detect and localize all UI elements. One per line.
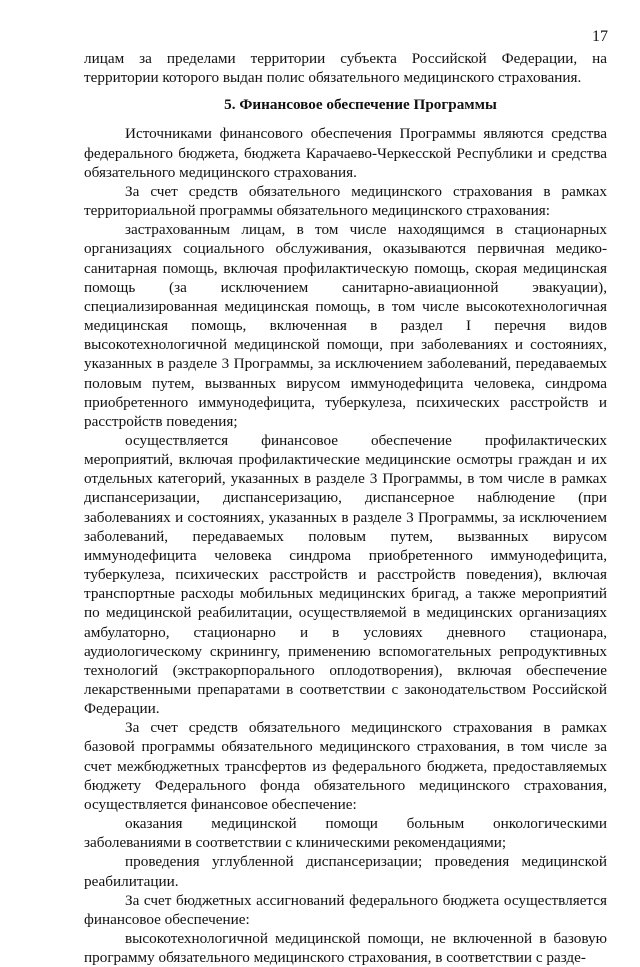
- paragraph: осуществляется финансовое обеспечение профилактических мероприятий, включая профилактические медицинские осмотры граждан и их отдельных категорий, указанных в разделе 3 Программы, в том числе в рамках диспансеризации, диспансеризацию, диспансерное наблюдение (при заболеваниях и состояниях, указанных в разделе 3 Программы, за исключением заболеваний, передаваемых половым путем, вызванных вирусом иммунодефицита человека синдрома приобретенного иммунодефицита, туберкулеза, психических расстройств и расстройств поведения), включая транспортные расходы мобильных медицинских бригад, а также мероприятий по медицинской реабилитации, осуществляемой в медицинских организациях амбулаторно, стационарно и в условиях дневного стационара, аудиологическому скринингу, применению вспомогательных репродуктивных технологий (экстракорпорального оплодотворения), включая обеспечение лекарственными препаратами в соответствии с законодательством Российской Федерации.: [84, 431, 607, 718]
- paragraph-continuation: лицам за пределами территории субъекта Российской Федерации, на территории которого выдан полис обязательного медицинского страхования.: [84, 50, 607, 87]
- paragraph: Источниками финансового обеспечения Программы являются средства федерального бюджета, бюджета Карачаево-Черкесской Республики и средства обязательного медицинского страхования.: [84, 125, 607, 181]
- paragraph: застрахованным лицам, в том числе находящимся в стационарных организациях социального обслуживания, оказываются первичная медико-санитарная помощь, включая профилактическую помощь, скорая медицинская помощь (за исключением санитарно-авиационной эвакуации), специализированная медицинская помощь, в том числе высокотехнологичная медицинская помощь, включенная в раздел I перечня видов высокотехнологичной медицинской помощи, при заболеваниях и состояниях, указанных в разделе 3 Программы, за исключением заболеваний, передаваемых половым путем, вызванных вирусом иммунодефицита человека, синдрома приобретенного иммунодефицита, туберкулеза, психических расстройств и расстройств поведения;: [84, 221, 607, 430]
- paragraph: оказания медицинской помощи больным онкологическими заболеваниями в соответствии с клиническими рекомендациями;: [84, 815, 607, 852]
- body-text: [84, 49, 607, 967]
- paragraph: проведения углубленной диспансеризации; проведения медицинской реабилитации.: [84, 853, 607, 890]
- paragraph: За счет бюджетных ассигнований федерального бюджета осуществляется финансовое обеспечение:: [84, 891, 607, 928]
- paragraph: За счет средств обязательного медицинского страхования в рамках территориальной программы обязательного медицинского страхования:: [84, 182, 607, 220]
- paragraph: высокотехнологичной медицинской помощи, не включенной в базовую программу обязательного медицинского страхования, в соответствии с разде-: [84, 930, 607, 967]
- page-number: 17: [592, 28, 608, 45]
- section-heading: 5. Финансовое обеспечение Программы: [224, 96, 497, 114]
- paragraph: За счет средств обязательного медицинского страхования в рамках базовой программы обязательного медицинского страхования, в том числе за счет межбюджетных трансфертов из федерального бюджета, предоставляемых бюджету Федерального фонда обязательного медицинского страхования, осуществляется финансовое обеспечение:: [84, 719, 607, 813]
